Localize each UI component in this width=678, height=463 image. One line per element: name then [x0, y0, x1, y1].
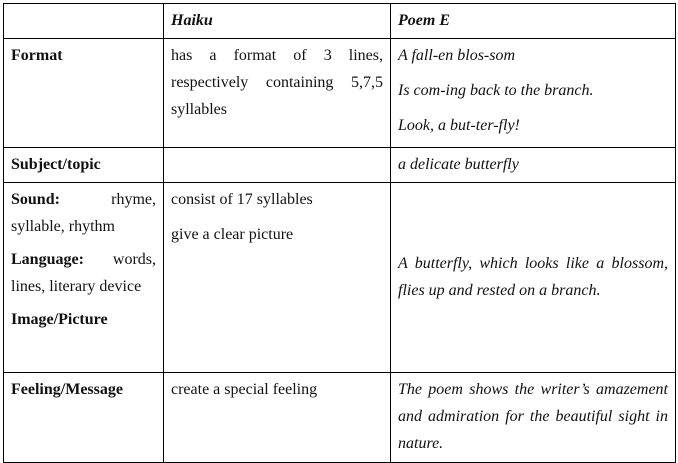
haiku-feeling-cell: create a special feeling [164, 373, 391, 463]
poem-feeling-cell [391, 373, 676, 463]
comparison-table [3, 3, 676, 463]
haiku-features-cell [164, 183, 391, 373]
haiku-subject-cell [164, 148, 391, 183]
row-label-format: Format [4, 39, 164, 148]
poem-features-cell [391, 183, 676, 373]
haiku-format-cell [164, 39, 391, 148]
header-poem-e: Poem E [391, 4, 676, 39]
language-text: words, lines, literary device [11, 251, 156, 295]
table-row-subject [4, 148, 676, 183]
poem-line-1: A fall-en blos-som [398, 47, 516, 64]
poem-image-text: A butterfly, which looks like a blossom, flies up and rested on a branch. [398, 255, 668, 299]
sound-line [11, 186, 156, 240]
poem-line-2: Is com-ing back to the branch. [398, 82, 594, 99]
sound-label: Sound: [11, 191, 60, 208]
row-label-features [4, 183, 164, 373]
haiku-feature-2: give a clear picture [171, 226, 294, 243]
poem-feeling-text: The poem shows the writer’s amazement and admiration for the beautiful sight in nature. [398, 381, 668, 452]
language-label: Language: [11, 251, 84, 268]
row-label-feeling: Feeling/Message [4, 373, 164, 463]
poem-subject-cell: a delicate butterfly [391, 148, 676, 183]
poem-format-cell [391, 39, 676, 148]
poem-line-3: Look, a but-ter-fly! [398, 117, 520, 134]
language-line [11, 246, 156, 300]
header-row [4, 4, 676, 39]
header-empty-cell [4, 4, 164, 39]
row-label-subject: Subject/topic [4, 148, 164, 183]
haiku-format-text: has a format of 3 lines, respectively containing 5,7,5 syllables [171, 47, 383, 118]
haiku-feature-1: consist of 17 syllables [171, 191, 313, 208]
table-row-format [4, 39, 676, 148]
sound-text: rhyme, syllable, rhythm [11, 191, 156, 235]
header-haiku: Haiku [164, 4, 391, 39]
image-label: Image/Picture [11, 311, 108, 328]
table-row-features [4, 183, 676, 373]
table-row-feeling [4, 373, 676, 463]
